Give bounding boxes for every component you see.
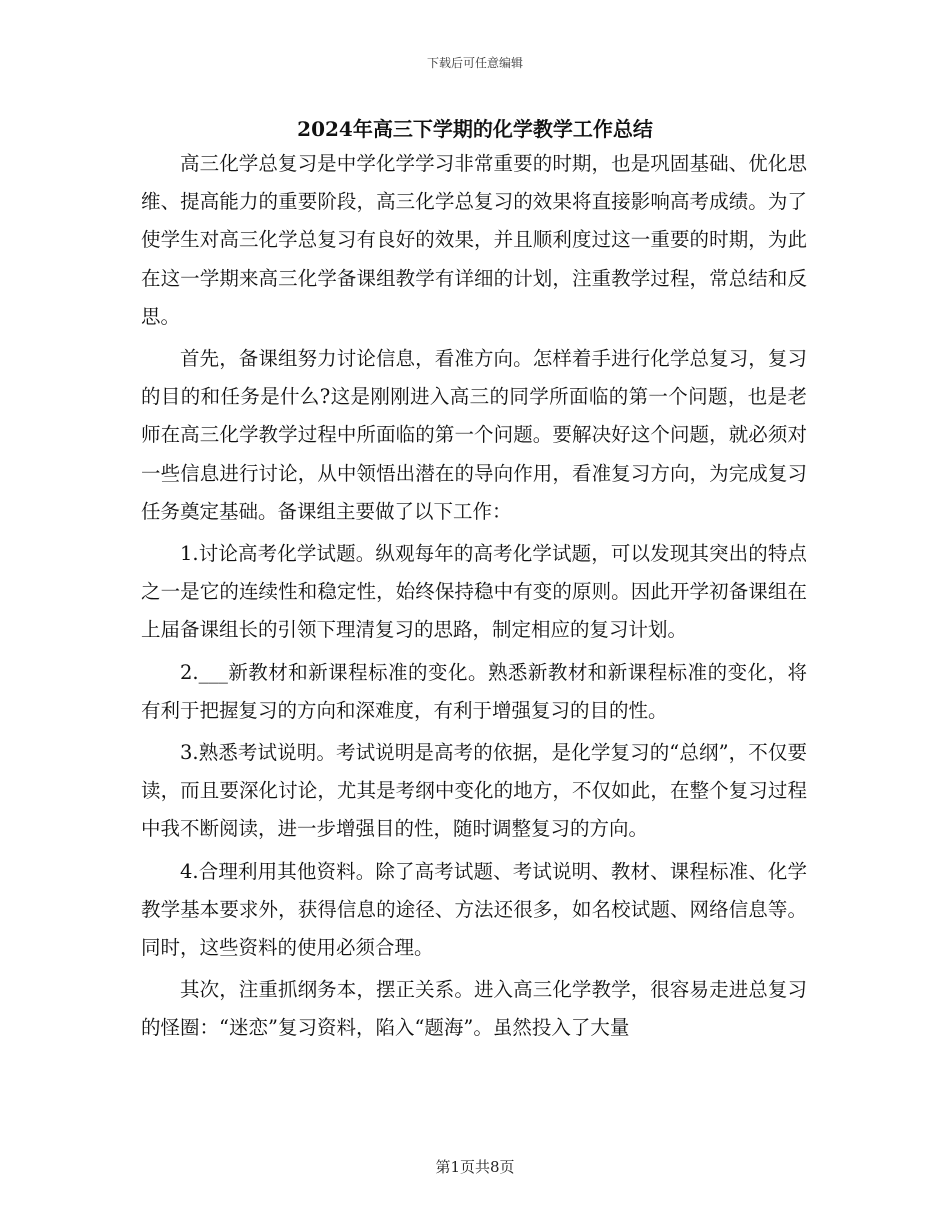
paragraph-second: 其次，注重抓纲务本，摆正关系。进入高三化学教学，很容易走进总复习的怪圈：“迷恋”复习资料，陷入“题海”。虽然投入了大量 [141,978,807,1040]
paragraph-intro: 高三化学总复习是中学化学学习非常重要的时期，也是巩固基础、优化思维、提高能力的重要阶段，高三化学总复习的效果将直接影响高考成绩。为了使学生对高三化学总复习有良好的效果，并且顺利度过这一重要的时期，为此在这一学期来高三化学备课组教学有详细的计划，注重教学过程，常总结和反思。 [141,152,807,328]
paragraph-item-1: 1.讨论高考化学试题。纵观每年的高考化学试题，可以发现其突出的特点之一是它的连续性和稳定性，始终保持稳中有变的原则。因此开学初备课组在上届备课组长的引领下理清复习的思路，制定相应的复习计划。 [141,542,807,642]
header-note: 下载后可任意编辑 [426,56,523,70]
paragraph-item-3: 3.熟悉考试说明。考试说明是高考的依据，是化学复习的“总纲”，不仅要读，而且要深化讨论，尤其是考纲中变化的地方，不仅如此，在整个复习过程中我不断阅读，进一步增强目的性，随时调整复习的方向。 [141,741,807,841]
document-body [141,145,807,1048]
document-title: 2024年高三下学期的化学教学工作总结 [297,117,653,141]
paragraph-first: 首先，备课组努力讨论信息，看准方向。怎样着手进行化学总复习，复习的目的和任务是什么?这是刚刚进入高三的同学所面临的第一个问题，也是老师在高三化学教学过程中所面临的第一个问题。要解决好这个问题，就必须对一些信息进行讨论，从中领悟出潜在的导向作用，看准复习方向，为完成复习任务奠定基础。备课组主要做了以下工作： [141,347,807,523]
paragraph-item-4: 4.合理利用其他资料。除了高考试题、考试说明、教材、课程标准、化学教学基本要求外，获得信息的途径、方法还很多，如名校试题、网络信息等。同时，这些资料的使用必须合理。 [141,859,807,960]
page-number: 第1页共8页 [435,1158,515,1176]
paragraph-item-2: 2.___新教材和新课程标准的变化。熟悉新教材和新课程标准的变化，将有利于把握复习的方向和深难度，有利于增强复习的目的性。 [141,660,807,722]
